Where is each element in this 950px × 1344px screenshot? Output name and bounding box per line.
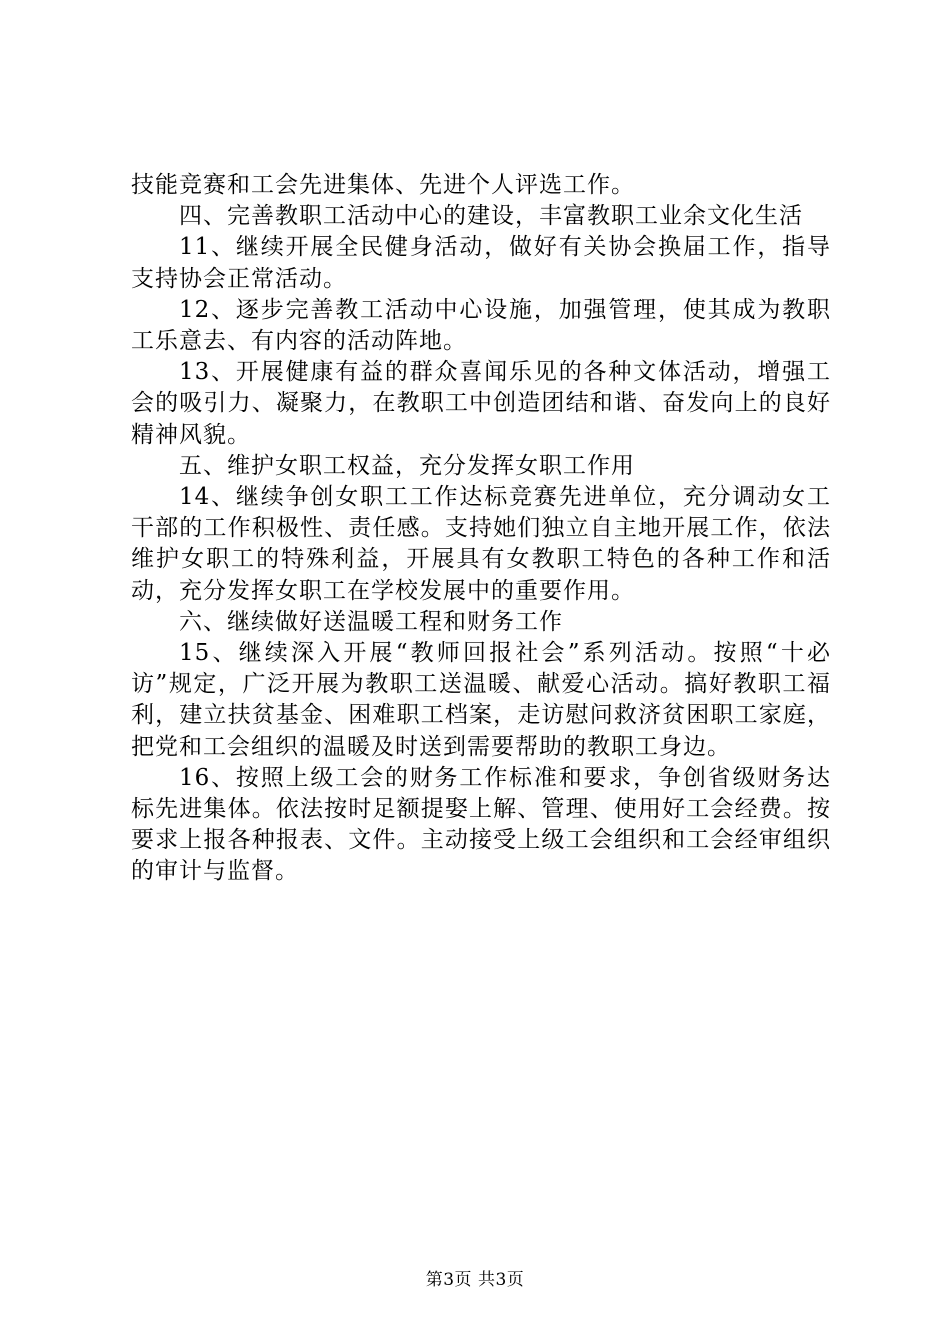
section-heading: 四、完善教职工活动中心的建设，丰富教职工业余文化生活 [179,203,803,230]
section-heading: 五、维护女职工权益，充分发挥女职工作用 [179,452,635,479]
paragraph: 技能竞赛和工会先进集体、先进个人评选工作。 [131,172,635,198]
document-body [131,170,831,888]
paragraph: 12、逐步完善教工活动中心设施，加强管理，使其成为教职工乐意去、有内容的活动阵地。 [131,296,831,355]
paragraph: 16、按照上级工会的财务工作标准和要求，争创省级财务达标先进集体。依法按时足额提娶上解、管理、使用好工会经费。按要求上报各种报表、文件。主动接受上级工会组织和工会经审组织的审计与监督。 [131,764,831,885]
paragraph: 15、继续深入开展“教师回报社会”系列活动。按照“十必访”规定，广泛开展为教职工送温暖、献爱心活动。搞好教职工福利，建立扶贫基金、困难职工档案，走访慰问救济贫困职工家庭，把党和工会组织的温暖及时送到需要帮助的教职工身边。 [131,640,831,760]
section-heading: 六、继续做好送温暖工程和财务工作 [179,608,563,635]
paragraph: 13、开展健康有益的群众喜闻乐见的各种文体活动，增强工会的吸引力、凝聚力，在教职工中创造团结和谐、奋发向上的良好精神风貌。 [131,359,831,448]
page-number-footer: 第3页 共3页 [425,1270,525,1290]
paragraph: 11、继续开展全民健身活动，做好有关协会换届工作，指导支持协会正常活动。 [131,234,831,292]
paragraph: 14、继续争创女职工工作达标竞赛先进单位，充分调动女工干部的工作积极性、责任感。支持她们独立自主地开展工作，依法维护女职工的特殊利益，开展具有女教职工特色的各种工作和活动，充分发挥女职工在学校发展中的重要作用。 [131,484,831,604]
